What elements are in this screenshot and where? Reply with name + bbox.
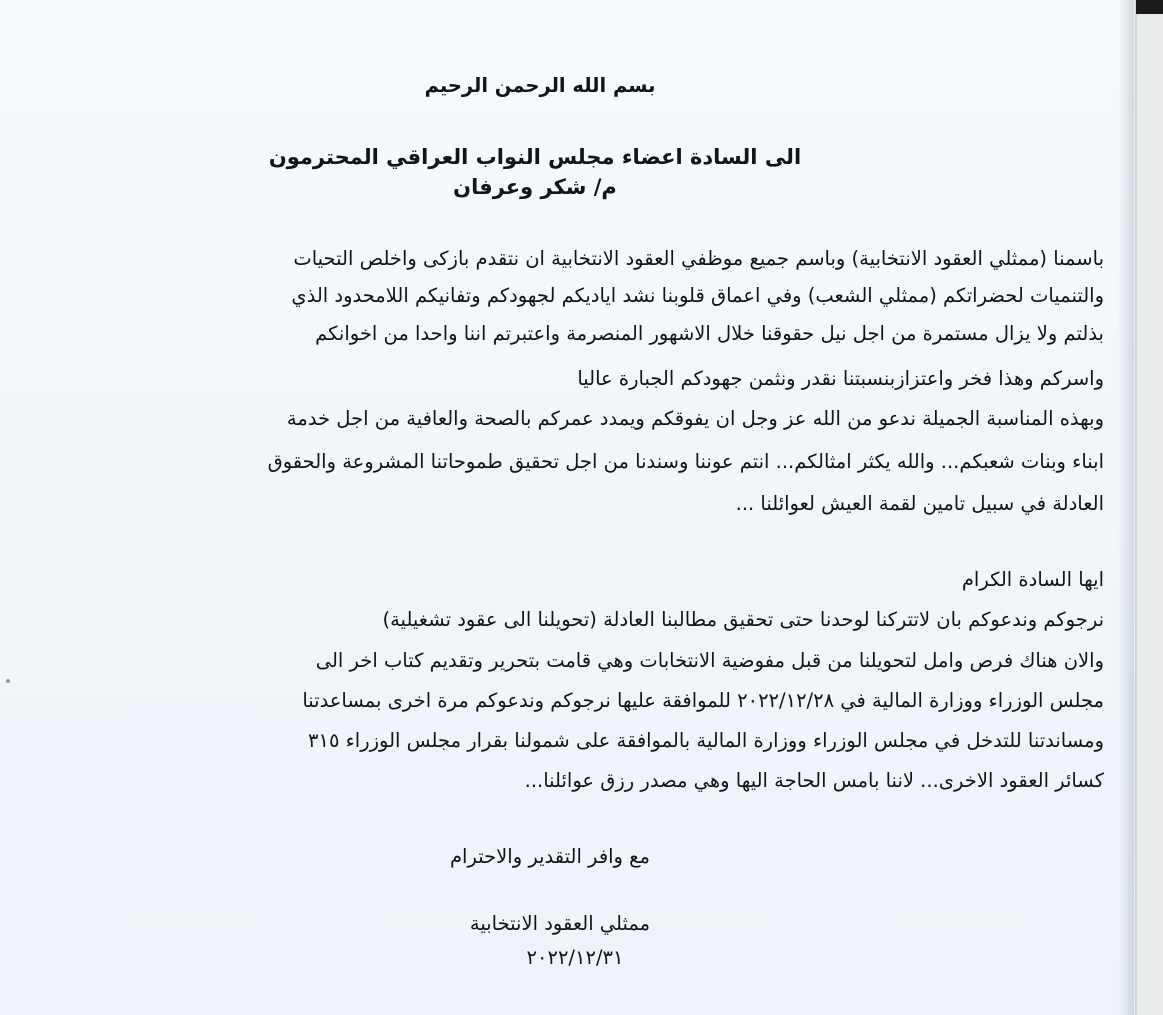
basmala-heading: بسم الله الرحمن الرحيم: [424, 74, 656, 97]
paragraph-line: بذلتم ولا يزال مستمرة من اجل نيل حقوقنا خلال الاشهور المنصرمة واعتبرتم اننا واحدا من اخوانكم: [315, 322, 1104, 345]
paragraph-line: باسمنا (ممثلي العقود الانتخابية) وباسم جميع موظفي العقود الانتخابية ان نتقدم بازكى واخلص التحيات: [293, 247, 1104, 270]
scan-margin-line: [1135, 0, 1137, 1015]
scan-right-margin: [1134, 0, 1163, 1015]
scan-speck: [6, 679, 10, 683]
paragraph-line: كسائر العقود الاخرى... لاننا بامس الحاجة اليها وهي مصدر رزق عوائلنا...: [524, 769, 1104, 792]
greeting-line: ايها السادة الكرام: [961, 568, 1104, 591]
page-edge-shadow: [1118, 0, 1134, 1015]
paragraph-line: العادلة في سبيل تامين لقمة العيش لعوائلنا ...: [735, 492, 1104, 515]
paragraph-line: واسركم وهذا فخر واعتزازبنسبتنا نقدر ونثمن جهودكم الجبارة عاليا: [577, 367, 1104, 390]
paragraph-line: ابناء وبنات شعبكم... والله يكثر امثالكم... انتم عوننا وسندنا من اجل تحقيق طموحاتنا المشروعة والحقوق: [267, 450, 1104, 473]
paragraph-line: والان هناك فرص وامل لتحويلنا من قبل مفوضية الانتخابات وهي قامت بتحرير وتقديم كتاب اخر الى: [315, 649, 1104, 672]
letter-date: ٢٠٢٢/١٢/٣١: [526, 946, 624, 969]
subject-heading: م/ شكر وعرفان: [453, 175, 617, 199]
paragraph-line: نرجوكم وندعوكم بان لاتتركنا لوحدنا حتى تحقيق مطالبنا العادلة (تحويلنا الى عقود تشغيلية): [382, 608, 1104, 631]
paragraph-line: ومساندتنا للتدخل في مجلس الوزراء ووزارة المالية بالموافقة على شمولنا بقرار مجلس الوزراء ٣١٥: [308, 729, 1104, 752]
paragraph-line: وبهذه المناسبة الجميلة ندعو من الله عز وجل ان يفوقكم ويمدد عمركم بالصحة والعافية من اجل خدمة: [286, 407, 1104, 430]
paragraph-line: والتنميات لحضراتكم (ممثلي الشعب) وفي اعماق قلوبنا نشد اياديكم لجهودكم وتفانيكم اللامحدود الذي: [291, 284, 1104, 307]
addressee-heading: الى السادة اعضاء مجلس النواب العراقي المحترمون: [268, 145, 802, 169]
signature-line: ممثلي العقود الانتخابية: [469, 912, 651, 935]
paragraph-line: مجلس الوزراء ووزارة المالية في ٢٠٢٢/١٢/٢٨ للموافقة عليها نرجوكم وندعوكم مرة اخرى بمساعدتنا: [302, 689, 1104, 712]
scanner-edge-bar: [1136, 0, 1163, 14]
closing-line: مع وافر التقدير والاحترام: [449, 845, 650, 868]
